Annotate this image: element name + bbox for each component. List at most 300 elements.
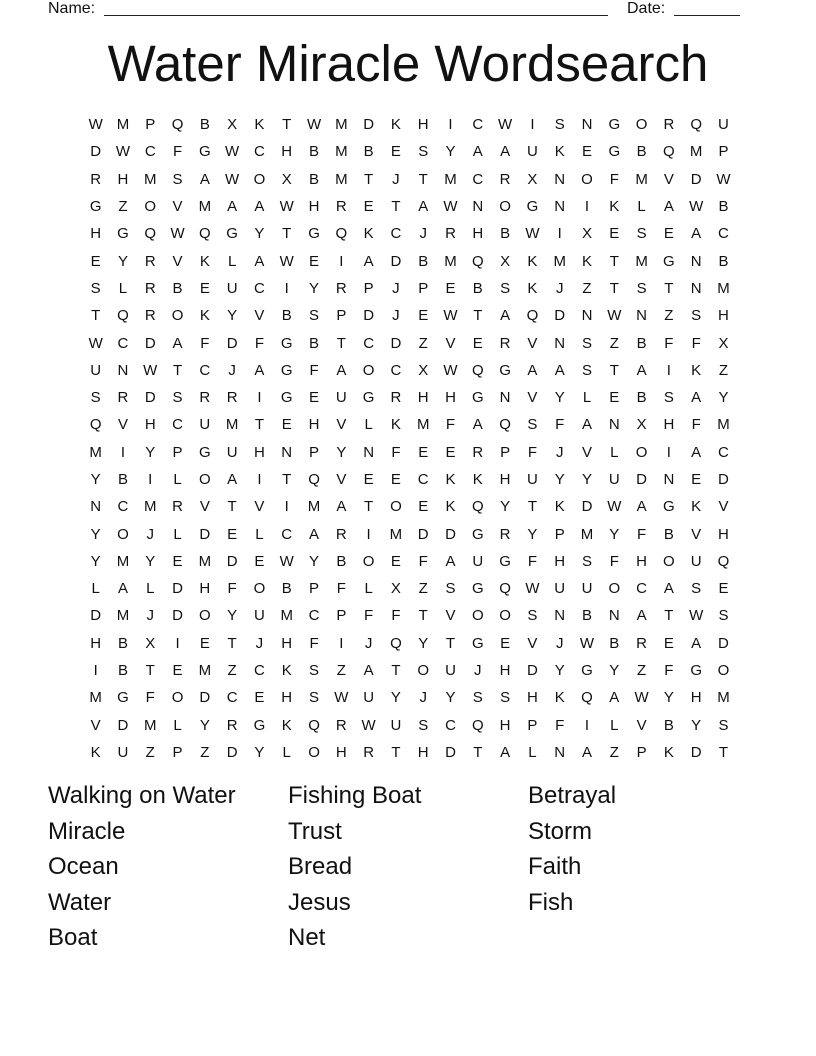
grid-letter: C: [636, 580, 647, 598]
grid-letter: Y: [199, 716, 210, 734]
grid-letter: F: [364, 607, 374, 625]
grid-letter: G: [608, 143, 621, 161]
grid-letter: Q: [171, 116, 184, 134]
grid-letter: E: [254, 552, 265, 570]
grid-letter: V: [445, 334, 456, 352]
grid-letter: E: [199, 279, 210, 297]
date-label: Date:: [627, 0, 666, 17]
grid-letter: C: [281, 525, 293, 543]
grid-letter: P: [336, 607, 347, 625]
grid-letter: S: [500, 689, 511, 707]
grid-letter: S: [636, 279, 647, 297]
grid-letter: L: [173, 471, 182, 488]
grid-letter: S: [527, 416, 538, 434]
grid-letter: S: [636, 225, 647, 243]
grid-letter: Y: [90, 525, 101, 543]
grid-letter: Y: [254, 225, 265, 243]
grid-letter: M: [444, 170, 457, 188]
grid-letter: M: [335, 170, 348, 188]
grid-letter: K: [581, 252, 592, 270]
grid-letter: M: [143, 498, 157, 516]
grid-letter: N: [90, 498, 102, 516]
grid-letter: O: [144, 198, 157, 216]
grid-letter: M: [444, 252, 457, 270]
grid-letter: F: [555, 716, 565, 734]
grid-letter: Q: [199, 225, 211, 243]
grid-letter: E: [581, 143, 592, 161]
word-list-item: Miracle: [48, 817, 126, 845]
grid-letter: S: [691, 580, 702, 598]
grid-letter: K: [90, 743, 101, 761]
grid-letter: Z: [227, 662, 237, 680]
grid-letter: Y: [609, 662, 620, 680]
grid-letter: E: [663, 634, 674, 652]
grid-letter: Z: [609, 334, 619, 352]
grid-letter: Q: [89, 416, 102, 434]
grid-letter: T: [391, 198, 401, 216]
grid-letter: D: [226, 552, 238, 570]
grid-letter: F: [555, 416, 565, 434]
grid-letter: F: [664, 662, 674, 680]
grid-letter: D: [445, 743, 456, 761]
grid-letter: F: [527, 443, 537, 461]
grid-letter: U: [526, 143, 538, 161]
grid-letter: D: [581, 498, 593, 516]
grid-letter: L: [255, 525, 264, 543]
grid-letter: K: [199, 252, 210, 270]
grid-letter: H: [499, 471, 511, 488]
grid-letter: Y: [609, 525, 620, 543]
grid-letter: F: [391, 607, 401, 625]
grid-letter: S: [418, 716, 429, 734]
grid-letter: M: [335, 143, 348, 161]
grid-letter: W: [689, 607, 704, 625]
grid-letter: L: [528, 743, 537, 761]
grid-letter: M: [116, 116, 130, 134]
grid-letter: F: [637, 525, 647, 543]
grid-letter: R: [117, 389, 129, 407]
grid-letter: I: [284, 279, 289, 297]
grid-letter: W: [716, 170, 731, 188]
grid-letter: J: [146, 607, 154, 625]
grid-letter: C: [144, 143, 156, 161]
grid-letter: G: [89, 198, 102, 216]
grid-letter: D: [718, 634, 729, 652]
grid-letter: D: [199, 525, 211, 543]
grid-letter: C: [226, 689, 238, 707]
grid-letter: H: [281, 634, 293, 652]
grid-letter: N: [690, 252, 702, 270]
grid-letter: E: [254, 689, 265, 707]
grid-letter: B: [636, 143, 647, 161]
grid-letter: M: [116, 607, 130, 625]
grid-letter: A: [636, 361, 647, 379]
grid-letter: Z: [418, 580, 428, 598]
grid-letter: C: [254, 662, 265, 680]
name-blank-line: [104, 0, 608, 16]
grid-letter: J: [392, 170, 400, 188]
grid-letter: V: [254, 498, 265, 516]
grid-letter: Z: [609, 743, 619, 761]
grid-letter: G: [690, 662, 703, 680]
word-list-item: Fish: [528, 888, 574, 916]
grid-letter: D: [144, 334, 156, 352]
grid-letter: L: [364, 416, 373, 434]
grid-letter: Q: [335, 225, 348, 243]
grid-letter: V: [527, 634, 538, 652]
grid-letter: R: [335, 198, 347, 216]
word-list: [48, 778, 768, 956]
date-blank-line: [674, 0, 740, 16]
grid-letter: H: [663, 416, 675, 434]
grid-letter: Y: [390, 689, 401, 707]
grid-letter: O: [362, 552, 375, 570]
grid-letter: K: [472, 471, 483, 488]
grid-letter: L: [146, 580, 155, 598]
grid-letter: S: [581, 334, 592, 352]
header-line: [48, 0, 748, 20]
grid-letter: P: [527, 716, 538, 734]
grid-letter: B: [363, 143, 374, 161]
grid-letter: Q: [526, 307, 539, 325]
grid-letter: D: [172, 607, 183, 625]
grid-letter: R: [335, 525, 347, 543]
grid-letter: B: [281, 307, 292, 325]
grid-letter: B: [199, 116, 210, 134]
grid-letter: A: [500, 307, 511, 325]
grid-letter: S: [500, 279, 511, 297]
grid-letter: Q: [471, 498, 484, 516]
grid-letter: G: [471, 634, 484, 652]
word-list-item: Walking on Water: [48, 782, 236, 809]
grid-letter: S: [418, 143, 429, 161]
grid-letter: G: [280, 361, 293, 379]
grid-letter: Y: [554, 471, 565, 488]
grid-letter: E: [199, 634, 210, 652]
grid-letter: T: [282, 116, 292, 134]
grid-letter: H: [90, 225, 102, 243]
grid-letter: N: [499, 389, 511, 407]
grid-letter: F: [664, 334, 674, 352]
grid-letter: A: [691, 225, 702, 243]
grid-letter: A: [500, 143, 511, 161]
grid-letter: U: [226, 443, 238, 461]
grid-letter: Y: [117, 252, 128, 270]
grid-letter: A: [172, 334, 183, 352]
grid-letter: K: [663, 743, 674, 761]
grid-letter: B: [117, 662, 128, 680]
grid-letter: R: [172, 498, 183, 516]
grid-letter: T: [336, 334, 346, 352]
grid-letter: H: [308, 198, 320, 216]
word-list-item: Trust: [288, 817, 342, 845]
grid-letter: Y: [90, 552, 101, 570]
grid-letter: Q: [308, 471, 320, 488]
grid-letter: K: [281, 662, 292, 680]
grid-letter: I: [366, 525, 371, 543]
grid-letter: K: [691, 361, 702, 379]
grid-letter: O: [362, 361, 375, 379]
grid-letter: N: [581, 307, 593, 325]
grid-letter: Y: [554, 662, 565, 680]
grid-letter: W: [225, 143, 240, 161]
grid-letter: K: [527, 252, 538, 270]
grid-letter: X: [527, 170, 538, 188]
grid-letter: S: [581, 552, 592, 570]
grid-letter: H: [90, 634, 102, 652]
grid-letter: N: [636, 307, 647, 325]
grid-letter: S: [309, 689, 320, 707]
grid-letter: O: [635, 443, 648, 461]
grid-letter: A: [663, 198, 674, 216]
grid-letter: Y: [718, 389, 729, 407]
grid-letter: I: [448, 116, 453, 134]
grid-letter: S: [554, 116, 565, 134]
grid-letter: V: [254, 307, 265, 325]
grid-letter: Z: [582, 279, 592, 297]
grid-letter: T: [145, 662, 155, 680]
grid-letter: T: [609, 361, 619, 379]
grid-letter: D: [363, 307, 375, 325]
grid-letter: J: [392, 279, 400, 297]
grid-letter: V: [527, 389, 538, 407]
grid-letter: S: [663, 389, 674, 407]
grid-letter: R: [363, 743, 375, 761]
grid-letter: N: [117, 361, 129, 379]
grid-letter: Z: [336, 662, 346, 680]
grid-letter: K: [691, 498, 702, 516]
grid-letter: C: [254, 143, 265, 161]
grid-letter: X: [418, 361, 429, 379]
grid-letter: L: [610, 716, 619, 734]
grid-letter: A: [609, 689, 620, 707]
grid-letter: X: [581, 225, 592, 243]
grid-letter: O: [253, 580, 266, 598]
grid-letter: R: [226, 716, 238, 734]
grid-letter: O: [171, 307, 184, 325]
grid-letter: K: [254, 116, 265, 134]
grid-letter: B: [309, 170, 320, 188]
word-list-item: Faith: [528, 853, 582, 880]
grid-letter: A: [691, 443, 702, 461]
grid-letter: E: [663, 225, 674, 243]
grid-letter: U: [117, 743, 129, 761]
grid-letter: I: [120, 443, 126, 461]
grid-letter: H: [308, 416, 320, 434]
grid-letter: Y: [418, 634, 429, 652]
grid-letter: Y: [336, 443, 347, 461]
grid-letter: D: [226, 334, 238, 352]
name-label: Name:: [48, 0, 96, 17]
grid-letter: Q: [717, 552, 730, 570]
grid-letter: O: [471, 607, 484, 625]
grid-letter: O: [608, 580, 621, 598]
grid-letter: F: [309, 634, 319, 652]
grid-letter: L: [582, 389, 592, 407]
grid-letter: M: [689, 143, 703, 161]
grid-letter: I: [257, 389, 262, 407]
grid-letter: J: [555, 443, 564, 461]
grid-letter: L: [173, 525, 182, 543]
grid-letter: Q: [471, 716, 484, 734]
grid-letter: I: [557, 225, 562, 243]
grid-letter: W: [115, 143, 131, 161]
grid-letter: R: [199, 389, 211, 407]
grid-letter: A: [254, 252, 265, 270]
grid-letter: D: [718, 471, 729, 488]
grid-letter: H: [254, 443, 265, 461]
grid-letter: Q: [471, 252, 484, 270]
grid-letter: V: [663, 170, 674, 188]
grid-letter: B: [718, 198, 729, 216]
grid-letter: H: [499, 716, 511, 734]
grid-letter: L: [637, 198, 646, 216]
grid-letter: U: [690, 552, 702, 570]
grid-letter: R: [144, 307, 156, 325]
grid-letter: S: [309, 662, 320, 680]
grid-letter: U: [718, 116, 729, 134]
grid-letter: P: [718, 143, 729, 161]
word-list-item: Fishing Boat: [288, 782, 422, 809]
grid-letter: G: [117, 225, 129, 243]
grid-letter: I: [666, 361, 671, 379]
grid-letter: V: [199, 498, 210, 516]
grid-letter: W: [88, 334, 103, 352]
grid-letter: E: [472, 334, 483, 352]
grid-letter: J: [392, 307, 400, 325]
grid-letter: S: [691, 307, 702, 325]
grid-letter: K: [281, 716, 292, 734]
grid-letter: N: [663, 471, 675, 488]
grid-letter: F: [145, 689, 155, 707]
grid-letter: E: [718, 580, 729, 598]
grid-letter: T: [527, 498, 537, 516]
grid-letter: M: [635, 252, 648, 270]
grid-letter: T: [473, 307, 483, 325]
grid-letter: R: [144, 279, 156, 297]
grid-letter: Y: [445, 143, 456, 161]
grid-letter: C: [718, 225, 729, 243]
grid-letter: N: [554, 607, 566, 625]
grid-letter: V: [527, 334, 538, 352]
grid-letter: P: [309, 580, 320, 598]
grid-letter: D: [690, 170, 702, 188]
grid-letter: M: [389, 525, 403, 543]
grid-letter: R: [636, 634, 647, 652]
grid-letter: O: [199, 607, 211, 625]
grid-letter: A: [418, 198, 429, 216]
grid-letter: P: [636, 743, 647, 761]
grid-letter: D: [526, 662, 538, 680]
grid-letter: B: [117, 634, 128, 652]
grid-letter: E: [390, 471, 401, 488]
grid-letter: K: [554, 143, 565, 161]
grid-letter: N: [554, 198, 566, 216]
grid-letter: T: [418, 607, 428, 625]
grid-letter: L: [227, 252, 237, 270]
grid-letter: O: [417, 662, 430, 680]
grid-letter: C: [254, 279, 265, 297]
grid-letter: S: [718, 716, 729, 734]
grid-letter: R: [335, 716, 347, 734]
grid-letter: V: [172, 198, 183, 216]
grid-letter: Q: [144, 225, 157, 243]
grid-letter: M: [225, 416, 239, 434]
grid-letter: W: [689, 198, 704, 216]
grid-letter: D: [690, 743, 702, 761]
grid-letter: C: [308, 607, 320, 625]
grid-letter: A: [691, 634, 702, 652]
word-list-item: Water: [48, 888, 112, 916]
grid-letter: A: [309, 525, 320, 543]
grid-letter: Y: [254, 743, 265, 761]
grid-letter: G: [253, 716, 266, 734]
grid-letter: O: [499, 607, 511, 625]
word-list-item: Bread: [288, 853, 353, 880]
grid-letter: R: [445, 225, 456, 243]
grid-letter: D: [172, 580, 183, 598]
grid-letter: C: [199, 361, 211, 379]
grid-letter: C: [417, 471, 429, 488]
grid-letter: U: [335, 389, 347, 407]
grid-letter: E: [418, 443, 429, 461]
grid-letter: S: [90, 389, 101, 407]
grid-letter: C: [390, 361, 402, 379]
grid-letter: M: [416, 416, 430, 434]
grid-letter: S: [172, 170, 183, 188]
grid-letter: H: [335, 743, 347, 761]
grid-letter: E: [609, 389, 620, 407]
grid-letter: I: [666, 443, 671, 461]
grid-letter: D: [90, 607, 102, 625]
grid-letter: H: [417, 743, 429, 761]
grid-letter: Y: [691, 716, 702, 734]
grid-letter: B: [172, 279, 183, 297]
grid-letter: Y: [227, 607, 238, 625]
grid-letter: Y: [309, 552, 320, 570]
grid-letter: T: [391, 743, 401, 761]
grid-letter: F: [527, 552, 537, 570]
grid-letter: W: [225, 170, 240, 188]
grid-letter: E: [390, 552, 401, 570]
grid-letter: P: [172, 743, 183, 761]
grid-letter: K: [199, 307, 210, 325]
grid-letter: J: [255, 634, 264, 652]
grid-letter: L: [364, 580, 373, 598]
grid-letter: R: [90, 170, 102, 188]
grid-letter: M: [198, 552, 212, 570]
word-list-item: Ocean: [48, 853, 119, 880]
grid-letter: O: [717, 662, 730, 680]
grid-letter: B: [636, 389, 647, 407]
grid-letter: A: [581, 416, 592, 434]
grid-letter: R: [499, 334, 511, 352]
grid-letter: Q: [690, 116, 703, 134]
grid-letter: S: [309, 307, 320, 325]
grid-letter: E: [418, 307, 429, 325]
grid-letter: X: [636, 416, 647, 434]
grid-letter: Q: [499, 580, 511, 598]
grid-letter: L: [118, 279, 128, 297]
grid-letter: A: [363, 662, 374, 680]
grid-letter: F: [691, 416, 701, 434]
grid-letter: W: [525, 580, 540, 598]
grid-letter: D: [363, 116, 375, 134]
grid-letter: Y: [145, 443, 156, 461]
grid-letter: W: [143, 361, 158, 379]
grid-letter: H: [526, 689, 538, 707]
grid-letter: D: [417, 525, 429, 543]
